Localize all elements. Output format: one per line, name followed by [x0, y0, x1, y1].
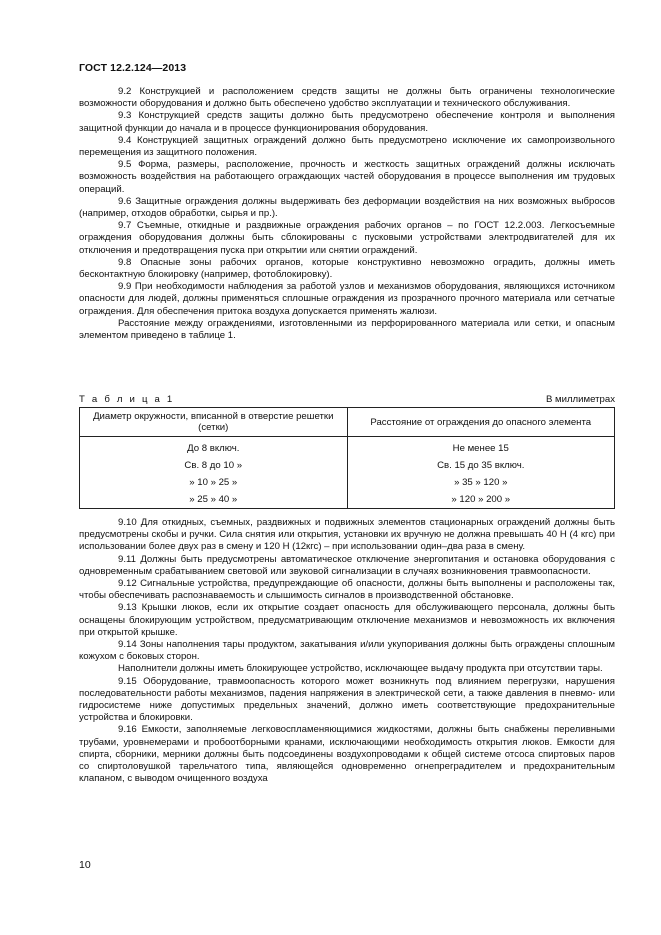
table-header-diameter: Диаметр окружности, вписанной в отверстие решетки (сетки): [80, 408, 348, 437]
table-row: [80, 437, 615, 458]
paragraph-9-4: 9.4 Конструкцией защитных ограждений должно быть предусмотрено исключение их самопроизвольного перемещения из защитного положения.: [79, 134, 615, 159]
paragraph-9-6: 9.6 Защитные ограждения должны выдерживать без деформации воздействия на них возможных выбросов (например, отходов обработки, сырья и пр.).: [79, 195, 615, 220]
table-cell: Св. 15 до 35 включ.: [347, 457, 615, 474]
table-header-distance: Расстояние от ограждения до опасного элемента: [347, 408, 615, 437]
table-cell: » 25 » 40 »: [80, 491, 348, 509]
section-text-lower: [79, 517, 615, 785]
table-title: Т а б л и ц а 1: [79, 394, 175, 405]
table-row: [80, 457, 615, 474]
table-cell: Не менее 15: [347, 437, 615, 458]
table-cell: Св. 8 до 10 »: [80, 457, 348, 474]
table-header-row: [80, 408, 615, 437]
paragraph-9-10: 9.10 Для откидных, съемных, раздвижных и подвижных элементов стационарных ограждений должны быть предусмотрены скобы и ручки. Сила снятия или открытия, установки их вручную не должна превышать 40 Н (4 кгс) при использовании более двух раз в смену и 120 Н (12кгс) – при использовании один–два раза в смену.: [79, 517, 615, 553]
paragraph-9-5: 9.5 Форма, размеры, расположение, прочность и жесткость защитных ограждений должны исключать возможность воздействия на работающего ограждающих частей оборудования в процессе выполнения им трудовых операций.: [79, 159, 615, 195]
paragraph-9-9: 9.9 При необходимости наблюдения за работой узлов и механизмов оборудования, являющихся источником опасности для людей, должны применяться сплошные ограждения из прозрачного прочного материала или сетчатые ограждения. Для обеспечения притока воздуха допускается применять жалюзи.: [79, 281, 615, 317]
paragraph-table-ref: Расстояние между ограждениями, изготовленными из перфорированного материала или сетки, и опасным элементом приведено в таблице 1.: [79, 317, 615, 342]
paragraph-9-8: 9.8 Опасные зоны рабочих органов, которые конструктивно невозможно оградить, должны иметь бесконтактную блокировку (например, фотоблокировку).: [79, 256, 615, 281]
table-cell: » 35 » 120 »: [347, 474, 615, 491]
table-caption-row: [79, 394, 615, 406]
table-cell: До 8 включ.: [80, 437, 348, 458]
document-header: ГОСТ 12.2.124—2013: [79, 62, 187, 74]
paragraph-9-12: 9.12 Сигнальные устройства, предупреждающие об опасности, должны быть выполнены и расположены так, чтобы обеспечивать распознаваемость и слышимость сигналов в производственной обстановке.: [79, 578, 615, 602]
paragraph-9-16: 9.16 Емкости, заполняемые легковоспламеняющимися жидкостями, должны быть снабжены переливными трубами, уровнемерами и пробоотборными кранами, исключающими необходимость открытия люков. Емкости для спирта, сборники, мерники должны быть подсоединены воздухопроводами к общей системе отсоса спиртовых паров со спиртоловушкой тарельчатого типа, являющейся одновременно огнепреградителем и предохранительным клапаном, с выводом очищенного воздуха: [79, 724, 615, 785]
section-text-upper: [79, 86, 615, 342]
page-number: 10: [79, 859, 91, 871]
paragraph-9-7: 9.7 Съемные, откидные и раздвижные ограждения рабочих органов – по ГОСТ 12.2.003. Легкосъемные ограждения оборудования должны быть сблокированы с пусковыми устройствами электродвигателей для их отключения и предотвращения пуска при открытии или снятии ограждений.: [79, 220, 615, 256]
table-row: [80, 474, 615, 491]
paragraph-9-13: 9.13 Крышки люков, если их открытие создает опасность для обслуживающего персонала, должны быть оснащены блокирующим устройством, предусматривающим отключение механизмов и невозможность их включения при открытой крышке.: [79, 602, 615, 638]
paragraph-9-15: 9.15 Оборудование, травмоопасность которого может возникнуть под влиянием перегрузки, нарушения последовательности работы механизмов, падения напряжения в электрической сети, а также давления в пневмо- или гидросистеме ниже допустимых предельных значений, должно иметь соответствующие предохранительные устройства и блокировки.: [79, 675, 615, 724]
paragraph-fillers: Наполнители должны иметь блокирующее устройство, исключающее выдачу продукта при отсутствии тары.: [118, 663, 603, 675]
table-row: [80, 491, 615, 509]
paragraph-9-2: 9.2 Конструкцией и расположением средств защиты не должны быть ограничены технологические возможности оборудования и должно быть обеспечено удобство эксплуатации и технического обслуживания.: [79, 86, 615, 110]
paragraph-9-11: 9.11 Должны быть предусмотрены автоматическое отключение энергопитания и остановка оборудования с одновременным срабатыванием световой или звуковой сигнализации в случаях возникновения травмоопасности.: [79, 553, 615, 577]
table-units: В миллиметрах: [545, 394, 615, 405]
table-cell: » 120 » 200 »: [347, 491, 615, 509]
paragraph-9-3: 9.3 Конструкцией средств защиты должно быть предусмотрено обеспечение контроля и выполнения защитной функции до начала и в процессе функционирования оборудования.: [79, 110, 615, 134]
table-cell: » 10 » 25 »: [80, 474, 348, 491]
table-1: [79, 407, 615, 509]
paragraph-9-14: 9.14 Зоны наполнения тары продуктом, закатывания и/или укупоривания должны быть ограждены сплошным кожухом с боковых сторон.: [79, 639, 615, 663]
